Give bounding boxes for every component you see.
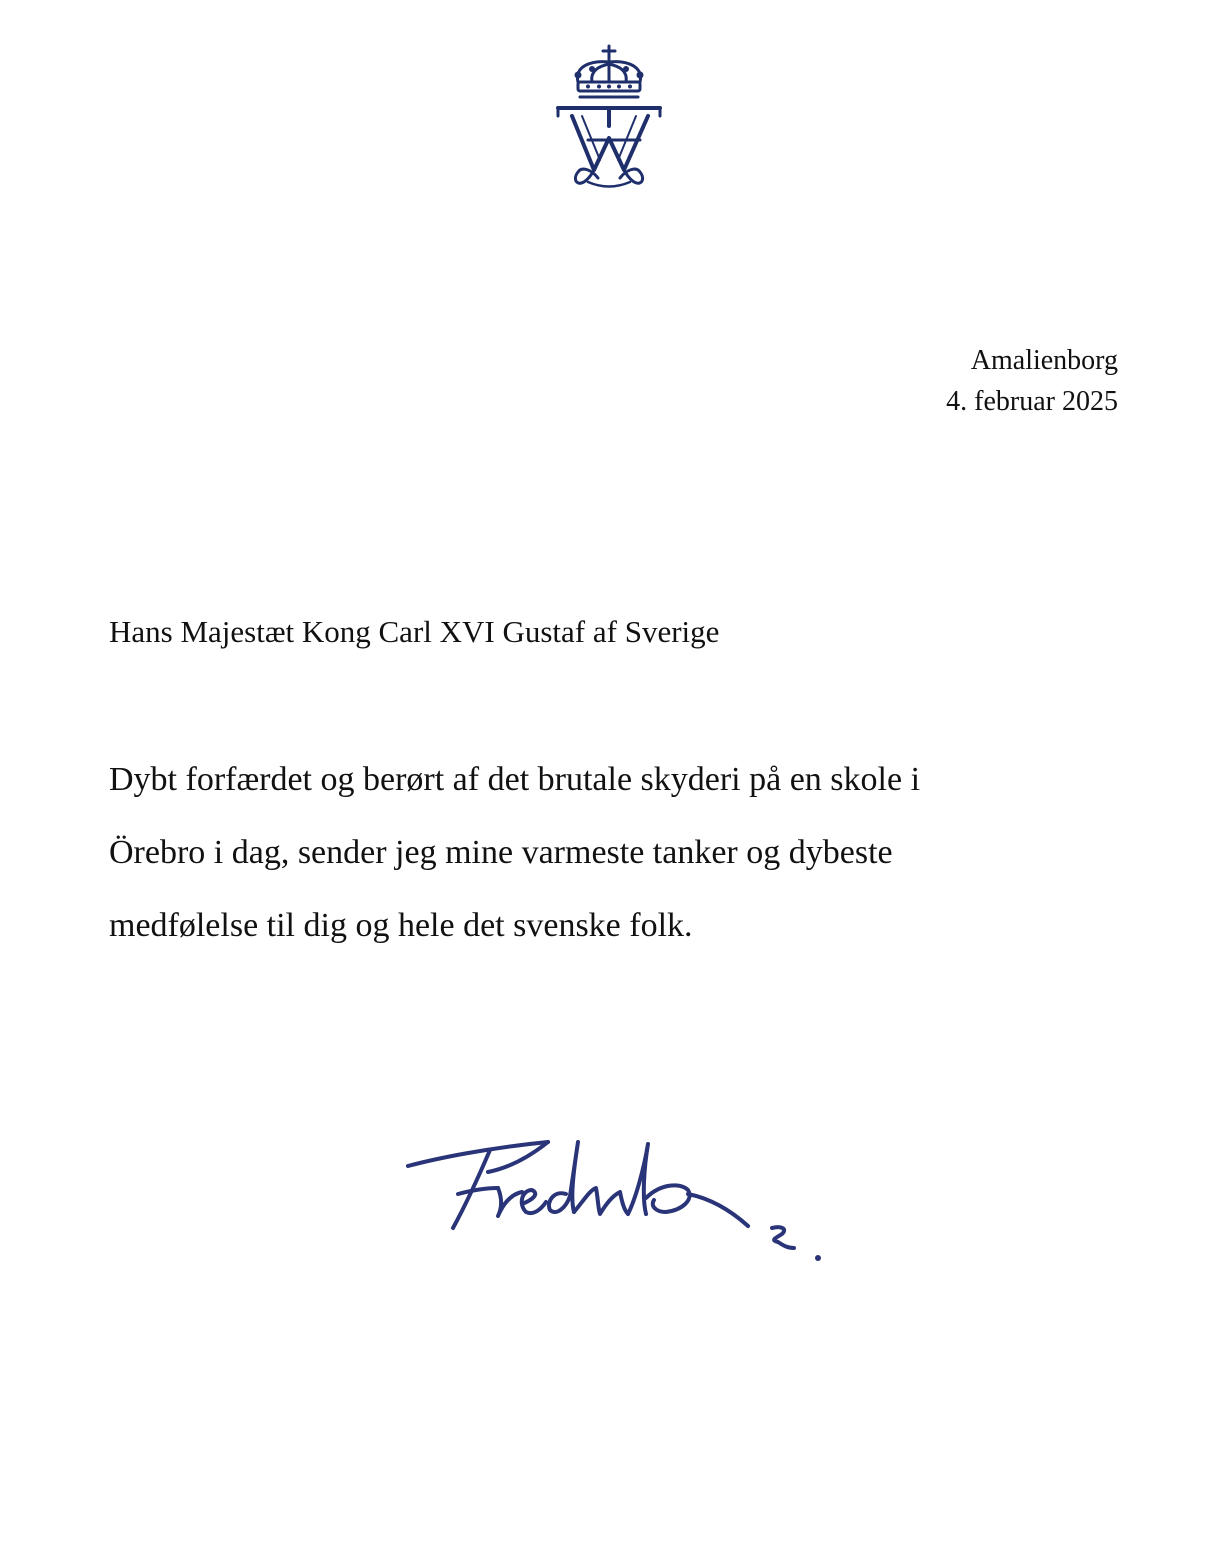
place: Amalienborg (970, 345, 1118, 376)
message-line: Örebro i dag, sender jeg mine varmeste tanker og dybeste (109, 834, 893, 871)
message-line: Dybt forfærdet og berørt af det brutale skyderi på en skole i (109, 761, 921, 798)
place-date-block (946, 340, 1118, 422)
message-body (109, 743, 1119, 962)
date: 4. februar 2025 (946, 386, 1118, 417)
addressee: Hans Majestæt Kong Carl XVI Gustaf af Sverige (109, 614, 720, 649)
royal-monogram-logo (552, 42, 666, 192)
handwritten-signature (398, 1128, 838, 1278)
message-line: medfølelse til dig og hele det svenske folk. (109, 907, 693, 944)
